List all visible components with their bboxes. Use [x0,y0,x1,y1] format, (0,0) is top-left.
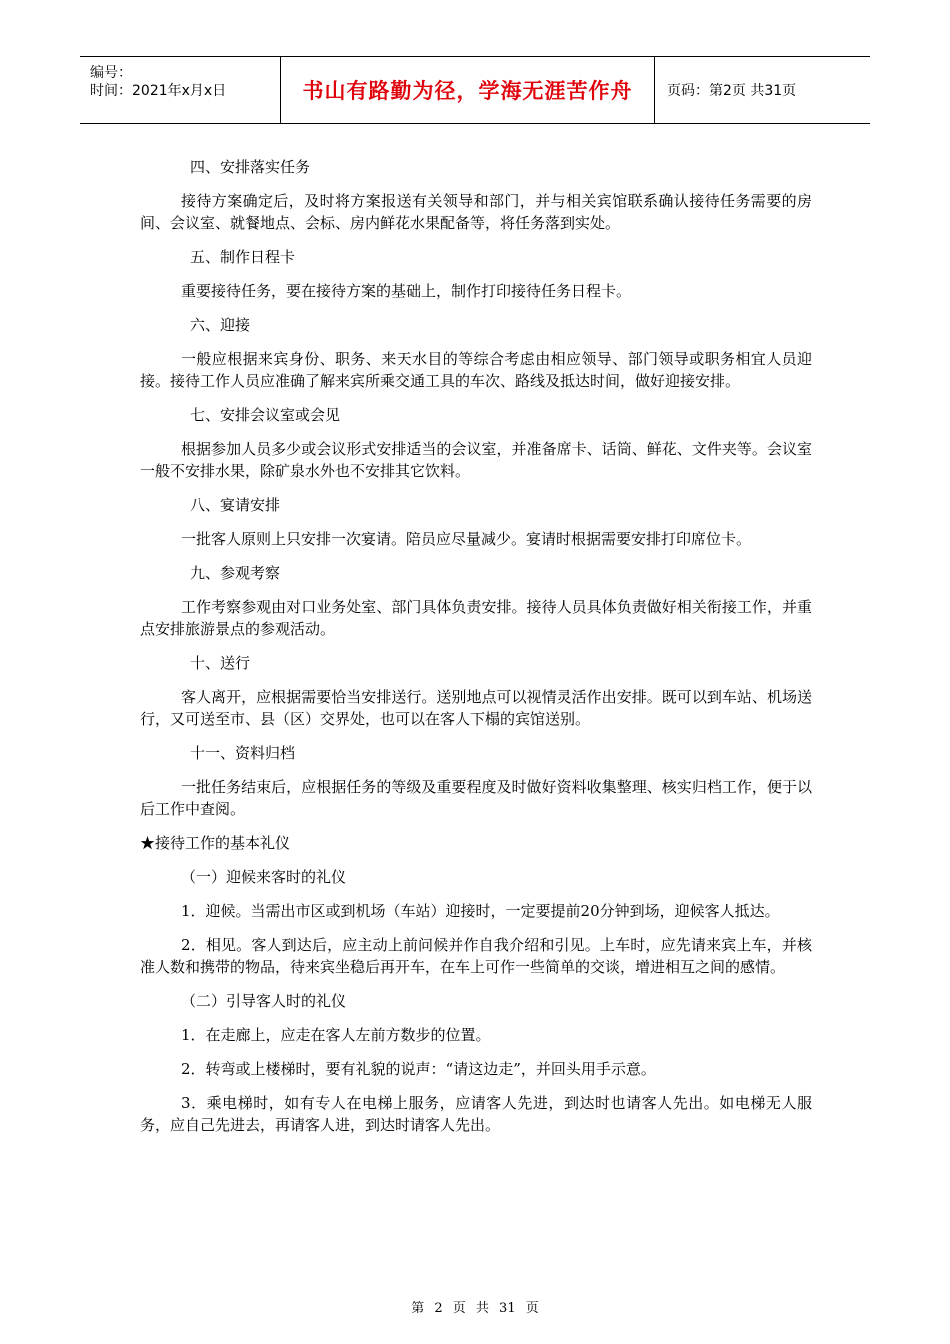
star-heading: ★接待工作的基本礼仪 [140,834,291,852]
page-footer: 第 2 页 共 31 页 [411,1301,539,1316]
header-meta [80,57,281,123]
subsection-heading: （二）引导客人时的礼仪 [181,992,347,1010]
paragraph: 重要接待任务，要在接待方案的基础上，制作打印接待任务日程卡。 [181,282,632,300]
section-heading: 七、安排会议室或会见 [190,406,341,424]
section-heading: 十、送行 [190,654,251,672]
paragraph: 1．在走廊上，应走在客人左前方数步的位置。 [181,1026,491,1044]
paragraph: 2．转弯或上楼梯时，要有礼貌的说声：“请这边走”，并回头用手示意。 [181,1060,656,1078]
document-body [140,156,812,1136]
section-heading: 八、宴请安排 [190,496,281,514]
paragraph: 接待方案确定后，及时将方案报送有关领导和部门，并与相关宾馆联系确认接待任务需要的房间、会议室、就餐地点、会标、房内鲜花水果配备等，将任务落到实处。 [140,192,812,232]
paragraph: 一般应根据来宾身份、职务、来天水目的等综合考虑由相应领导、部门领导或职务相宜人员迎接。接待工作人员应准确了解来宾所乘交通工具的车次、路线及抵达时间，做好迎接安排。 [140,350,812,390]
header-motto: 书山有路勤为径，学海无涯苦作舟 [281,57,655,123]
page-header [80,56,870,124]
section-heading: 六、迎接 [190,316,251,334]
header-page-info: 页码：第2页 共31页 [667,83,797,99]
paragraph: 2．相见。客人到达后，应主动上前问候并作自我介绍和引见。上车时，应先请来宾上车，并核准人数和携带的物品，待来宾坐稳后再开车，在车上可作一些简单的交谈，增进相互之间的感情。 [140,936,812,976]
number-label: 编号： [90,65,132,81]
section-heading: 五、制作日程卡 [190,248,296,266]
paragraph: 客人离开，应根据需要恰当安排送行。送别地点可以视情灵活作出安排。既可以到车站、机场送行，又可送至市、县（区）交界处，也可以在客人下榻的宾馆送别。 [140,688,812,728]
paragraph: 一批任务结束后，应根据任务的等级及重要程度及时做好资料收集整理、核实归档工作，便于以后工作中查阅。 [140,778,812,818]
paragraph: 根据参加人员多少或会议形式安排适当的会议室，并准备席卡、话筒、鲜花、文件夹等。会议室一般不安排水果，除矿泉水外也不安排其它饮料。 [140,440,812,480]
paragraph: 一批客人原则上只安排一次宴请。陪员应尽量减少。宴请时根据需要安排打印席位卡。 [181,530,752,548]
paragraph: 工作考察参观由对口业务处室、部门具体负责安排。接待人员具体负责做好相关衔接工作，并重点安排旅游景点的参观活动。 [140,598,812,638]
paragraph: 1．迎候。当需出市区或到机场（车站）迎接时，一定要提前20分钟到场，迎候客人抵达。 [181,902,780,920]
section-heading: 四、安排落实任务 [190,158,311,176]
date-line: 时间：2021年x月x日 [90,83,227,99]
subsection-heading: （一）迎候来客时的礼仪 [181,868,347,886]
paragraph: 3．乘电梯时，如有专人在电梯上服务，应请客人先进，到达时也请客人先出。如电梯无人服务，应自己先进去，再请客人进，到达时请客人先出。 [140,1094,812,1134]
section-heading: 九、参观考察 [190,564,281,582]
section-heading: 十一、资料归档 [190,744,296,762]
